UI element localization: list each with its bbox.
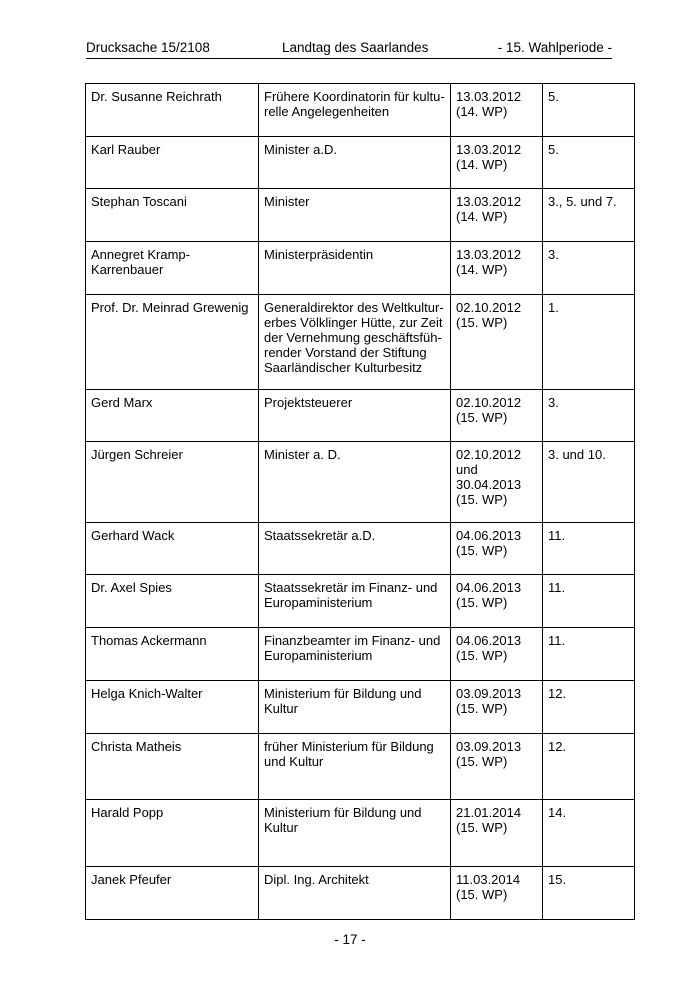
witness-role: Minister bbox=[264, 194, 310, 209]
witness-role: früher Ministerium für Bildung und Kultur bbox=[264, 739, 434, 769]
witness-name: Gerhard Wack bbox=[91, 528, 175, 543]
date-cell bbox=[451, 734, 543, 800]
date-cell bbox=[451, 189, 543, 242]
hearing-date: 13.03.2012 (14. WP) bbox=[456, 247, 522, 277]
witness-name: Dr. Susanne Reichrath bbox=[91, 89, 222, 104]
role-cell bbox=[259, 295, 451, 390]
witness-name: Dr. Axel Spies bbox=[91, 580, 172, 595]
date-cell bbox=[451, 295, 543, 390]
document-number: Drucksache 15/2108 bbox=[86, 40, 210, 55]
table-row bbox=[86, 295, 635, 390]
witness-name: Karl Rauber bbox=[91, 142, 161, 157]
role-cell bbox=[259, 681, 451, 734]
witness-role: Ministerium für Bildung und Kultur bbox=[264, 686, 422, 716]
witness-name: Thomas Ackermann bbox=[91, 633, 207, 648]
hearing-date: 04.06.2013 (15. WP) bbox=[456, 580, 522, 610]
hearing-date: 03.09.2013 (15. WP) bbox=[456, 686, 522, 716]
witness-role: Finanzbeamter im Finanz- und Europaministerium bbox=[264, 633, 441, 663]
ref-cell bbox=[543, 242, 635, 295]
section-ref: 11. bbox=[548, 528, 566, 543]
role-cell bbox=[259, 189, 451, 242]
table-row bbox=[86, 137, 635, 189]
role-cell bbox=[259, 442, 451, 523]
witness-name: Helga Knich-Walter bbox=[91, 686, 203, 701]
name-cell bbox=[86, 628, 259, 681]
hearing-date: 11.03.2014 (15. WP) bbox=[456, 872, 521, 902]
witness-name: Prof. Dr. Meinrad Grewenig bbox=[91, 300, 249, 315]
ref-cell bbox=[543, 295, 635, 390]
role-cell bbox=[259, 575, 451, 628]
witness-role: Minister a.D. bbox=[264, 142, 337, 157]
witness-name: Christa Matheis bbox=[91, 739, 182, 754]
date-cell bbox=[451, 575, 543, 628]
witness-name: Stephan Toscani bbox=[91, 194, 187, 209]
witness-name: Jürgen Schreier bbox=[91, 447, 183, 462]
section-ref: 1. bbox=[548, 300, 559, 315]
hearing-date: 04.06.2013 (15. WP) bbox=[456, 528, 522, 558]
ref-cell bbox=[543, 523, 635, 575]
hearing-date: 02.10.2012 (15. WP) bbox=[456, 300, 522, 330]
table-row bbox=[86, 242, 635, 295]
hearing-date: 13.03.2012 (14. WP) bbox=[456, 194, 522, 224]
date-cell bbox=[451, 867, 543, 920]
section-ref: 15. bbox=[548, 872, 567, 887]
ref-cell bbox=[543, 390, 635, 442]
witness-role: Generaldirektor des Weltkultur- erbes Völklinger Hütte, zur Zeit der Vernehmung geschäftsfüh- render Vorstand der Stiftung Saarländischer Kulturbesitz bbox=[264, 300, 444, 375]
name-cell bbox=[86, 84, 259, 137]
date-cell bbox=[451, 442, 543, 523]
name-cell bbox=[86, 681, 259, 734]
witness-name: Annegret Kramp- Karrenbauer bbox=[91, 247, 190, 277]
hearing-date: 02.10.2012 (15. WP) bbox=[456, 395, 522, 425]
witness-role: Dipl. Ing. Architekt bbox=[264, 872, 369, 887]
table-row bbox=[86, 628, 635, 681]
ref-cell bbox=[543, 137, 635, 189]
name-cell bbox=[86, 242, 259, 295]
role-cell bbox=[259, 734, 451, 800]
witness-role: Minister a. D. bbox=[264, 447, 341, 462]
role-cell bbox=[259, 867, 451, 920]
witness-role: Ministerpräsidentin bbox=[264, 247, 374, 262]
page-header bbox=[86, 40, 612, 59]
role-cell bbox=[259, 628, 451, 681]
hearing-date: 03.09.2013 (15. WP) bbox=[456, 739, 522, 769]
ref-cell bbox=[543, 681, 635, 734]
table-row bbox=[86, 681, 635, 734]
name-cell bbox=[86, 295, 259, 390]
witness-table bbox=[85, 83, 635, 920]
name-cell bbox=[86, 800, 259, 867]
date-cell bbox=[451, 681, 543, 734]
ref-cell bbox=[543, 442, 635, 523]
section-ref: 12. bbox=[548, 686, 567, 701]
section-ref: 3., 5. und 7. bbox=[548, 194, 617, 209]
ref-cell bbox=[543, 189, 635, 242]
name-cell bbox=[86, 390, 259, 442]
table-row bbox=[86, 734, 635, 800]
hearing-date: 21.01.2014 (15. WP) bbox=[456, 805, 522, 835]
section-ref: 12. bbox=[548, 739, 567, 754]
ref-cell bbox=[543, 734, 635, 800]
table-row bbox=[86, 575, 635, 628]
ref-cell bbox=[543, 628, 635, 681]
witness-name: Harald Popp bbox=[91, 805, 164, 820]
table-row bbox=[86, 867, 635, 920]
name-cell bbox=[86, 189, 259, 242]
ref-cell bbox=[543, 575, 635, 628]
date-cell bbox=[451, 800, 543, 867]
section-ref: 3. bbox=[548, 395, 559, 410]
name-cell bbox=[86, 867, 259, 920]
hearing-date: 13.03.2012 (14. WP) bbox=[456, 142, 522, 172]
ref-cell bbox=[543, 84, 635, 137]
section-ref: 3. und 10. bbox=[548, 447, 606, 462]
table-row bbox=[86, 442, 635, 523]
name-cell bbox=[86, 734, 259, 800]
hearing-date: 04.06.2013 (15. WP) bbox=[456, 633, 522, 663]
page-number: - 17 - bbox=[334, 932, 366, 947]
name-cell bbox=[86, 523, 259, 575]
role-cell bbox=[259, 137, 451, 189]
date-cell bbox=[451, 84, 543, 137]
table-row bbox=[86, 523, 635, 575]
witness-role: Staatssekretär a.D. bbox=[264, 528, 376, 543]
section-ref: 14. bbox=[548, 805, 567, 820]
name-cell bbox=[86, 442, 259, 523]
date-cell bbox=[451, 390, 543, 442]
section-ref: 5. bbox=[548, 142, 559, 157]
date-cell bbox=[451, 242, 543, 295]
witness-role: Ministerium für Bildung und Kultur bbox=[264, 805, 422, 835]
witness-role: Frühere Koordinatorin für kultu- relle Angelegenheiten bbox=[264, 89, 445, 119]
section-ref: 5. bbox=[548, 89, 559, 104]
witness-name: Gerd Marx bbox=[91, 395, 153, 410]
date-cell bbox=[451, 137, 543, 189]
witness-name: Janek Pfeufer bbox=[91, 872, 172, 887]
table-row bbox=[86, 390, 635, 442]
role-cell bbox=[259, 800, 451, 867]
name-cell bbox=[86, 137, 259, 189]
date-cell bbox=[451, 628, 543, 681]
role-cell bbox=[259, 390, 451, 442]
witness-role: Projektsteuerer bbox=[264, 395, 353, 410]
ref-cell bbox=[543, 800, 635, 867]
table-row bbox=[86, 84, 635, 137]
section-ref: 11. bbox=[548, 580, 566, 595]
section-ref: 11. bbox=[548, 633, 566, 648]
role-cell bbox=[259, 84, 451, 137]
hearing-date: 02.10.2012 und 30.04.2013 (15. WP) bbox=[456, 447, 522, 507]
legislative-period: - 15. Wahlperiode - bbox=[497, 40, 612, 55]
role-cell bbox=[259, 523, 451, 575]
witness-role: Staatssekretär im Finanz- und Europaministerium bbox=[264, 580, 438, 610]
name-cell bbox=[86, 575, 259, 628]
section-ref: 3. bbox=[548, 247, 559, 262]
table-row bbox=[86, 800, 635, 867]
ref-cell bbox=[543, 867, 635, 920]
table-row bbox=[86, 189, 635, 242]
hearing-date: 13.03.2012 (14. WP) bbox=[456, 89, 522, 119]
date-cell bbox=[451, 523, 543, 575]
role-cell bbox=[259, 242, 451, 295]
parliament-name: Landtag des Saarlandes bbox=[282, 40, 429, 55]
